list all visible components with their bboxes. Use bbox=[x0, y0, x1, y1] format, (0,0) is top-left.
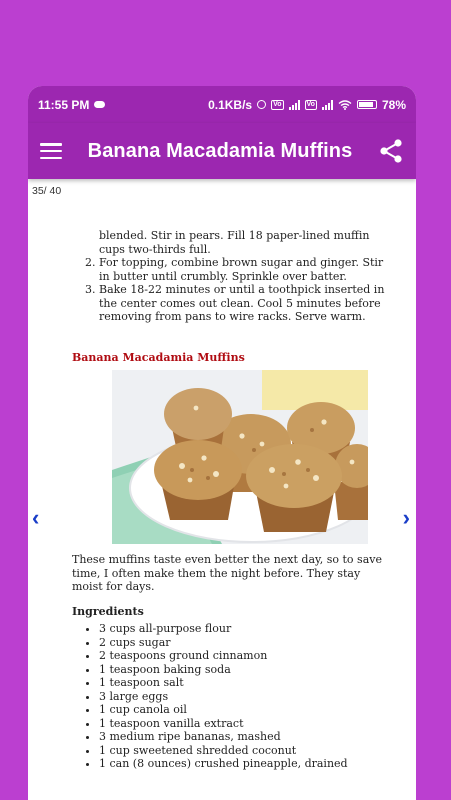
battery-level: 78% bbox=[381, 97, 406, 112]
list-item: • 2 cups sugar bbox=[99, 636, 392, 650]
wifi-icon bbox=[338, 100, 352, 110]
step-continuation: blended. Stir in pears. Fill 18 paper-lined muffin cups two-thirds full. bbox=[99, 229, 370, 256]
prev-page-arrow-icon[interactable]: ‹ bbox=[32, 505, 40, 530]
volte-icon: Vo bbox=[306, 100, 315, 108]
app-bar bbox=[28, 123, 416, 179]
page-title: Banana Macadamia Muffins bbox=[87, 139, 353, 162]
volte-icon: Vo bbox=[273, 100, 282, 108]
muffin-photo bbox=[112, 370, 368, 544]
status-time: 11:55 PM bbox=[38, 97, 90, 112]
page-indicator: 35/ 40 bbox=[32, 185, 62, 197]
signal-icon bbox=[322, 100, 333, 110]
recipe-intro: These muffins taste even better the next day, so to save time, I often make them the night before. They stay moist for days. bbox=[72, 553, 382, 593]
network-speed: 0.1KB/s bbox=[208, 97, 253, 112]
ingredients-heading: Ingredients bbox=[72, 604, 144, 618]
list-item: • 1 teaspoon baking soda bbox=[99, 663, 392, 677]
list-item: • 2 teaspoons ground cinnamon bbox=[99, 649, 392, 663]
list-item: • 1 teaspoon salt bbox=[99, 676, 392, 690]
steps-list bbox=[72, 256, 392, 324]
list-item: • 3 medium ripe bananas, mashed bbox=[99, 730, 392, 744]
document-page bbox=[72, 229, 392, 771]
battery-icon bbox=[357, 100, 377, 109]
list-item: • 3 large eggs bbox=[99, 690, 392, 704]
menu-icon[interactable] bbox=[40, 143, 62, 159]
next-page-arrow-icon[interactable]: › bbox=[402, 505, 410, 530]
list-item: • 1 cup sweetened shredded coconut bbox=[99, 744, 392, 758]
ingredients-list bbox=[72, 622, 392, 771]
alarm-icon bbox=[257, 100, 266, 109]
list-item: • 3 cups all-purpose flour bbox=[99, 622, 392, 636]
phone-screen bbox=[28, 86, 416, 800]
signal-icon bbox=[289, 100, 300, 110]
list-item: 2. For topping, combine brown sugar and ginger. Stir in butter until crumbly. Sprinkle over batter. bbox=[99, 256, 392, 283]
list-item: • 1 cup canola oil bbox=[99, 703, 392, 717]
reader-content[interactable] bbox=[28, 179, 416, 800]
list-item: • 1 teaspoon vanilla extract bbox=[99, 717, 392, 731]
recipe-title: Banana Macadamia Muffins bbox=[72, 350, 245, 364]
list-item: 3. Bake 18-22 minutes or until a toothpick inserted in the center comes out clean. Cool 5 minutes before removing from pans to wire racks. Serve warm. bbox=[99, 283, 392, 324]
cloud-icon bbox=[94, 101, 105, 108]
status-bar bbox=[28, 86, 416, 123]
share-icon[interactable] bbox=[378, 138, 404, 164]
list-item: • 1 can (8 ounces) crushed pineapple, drained bbox=[99, 757, 392, 771]
